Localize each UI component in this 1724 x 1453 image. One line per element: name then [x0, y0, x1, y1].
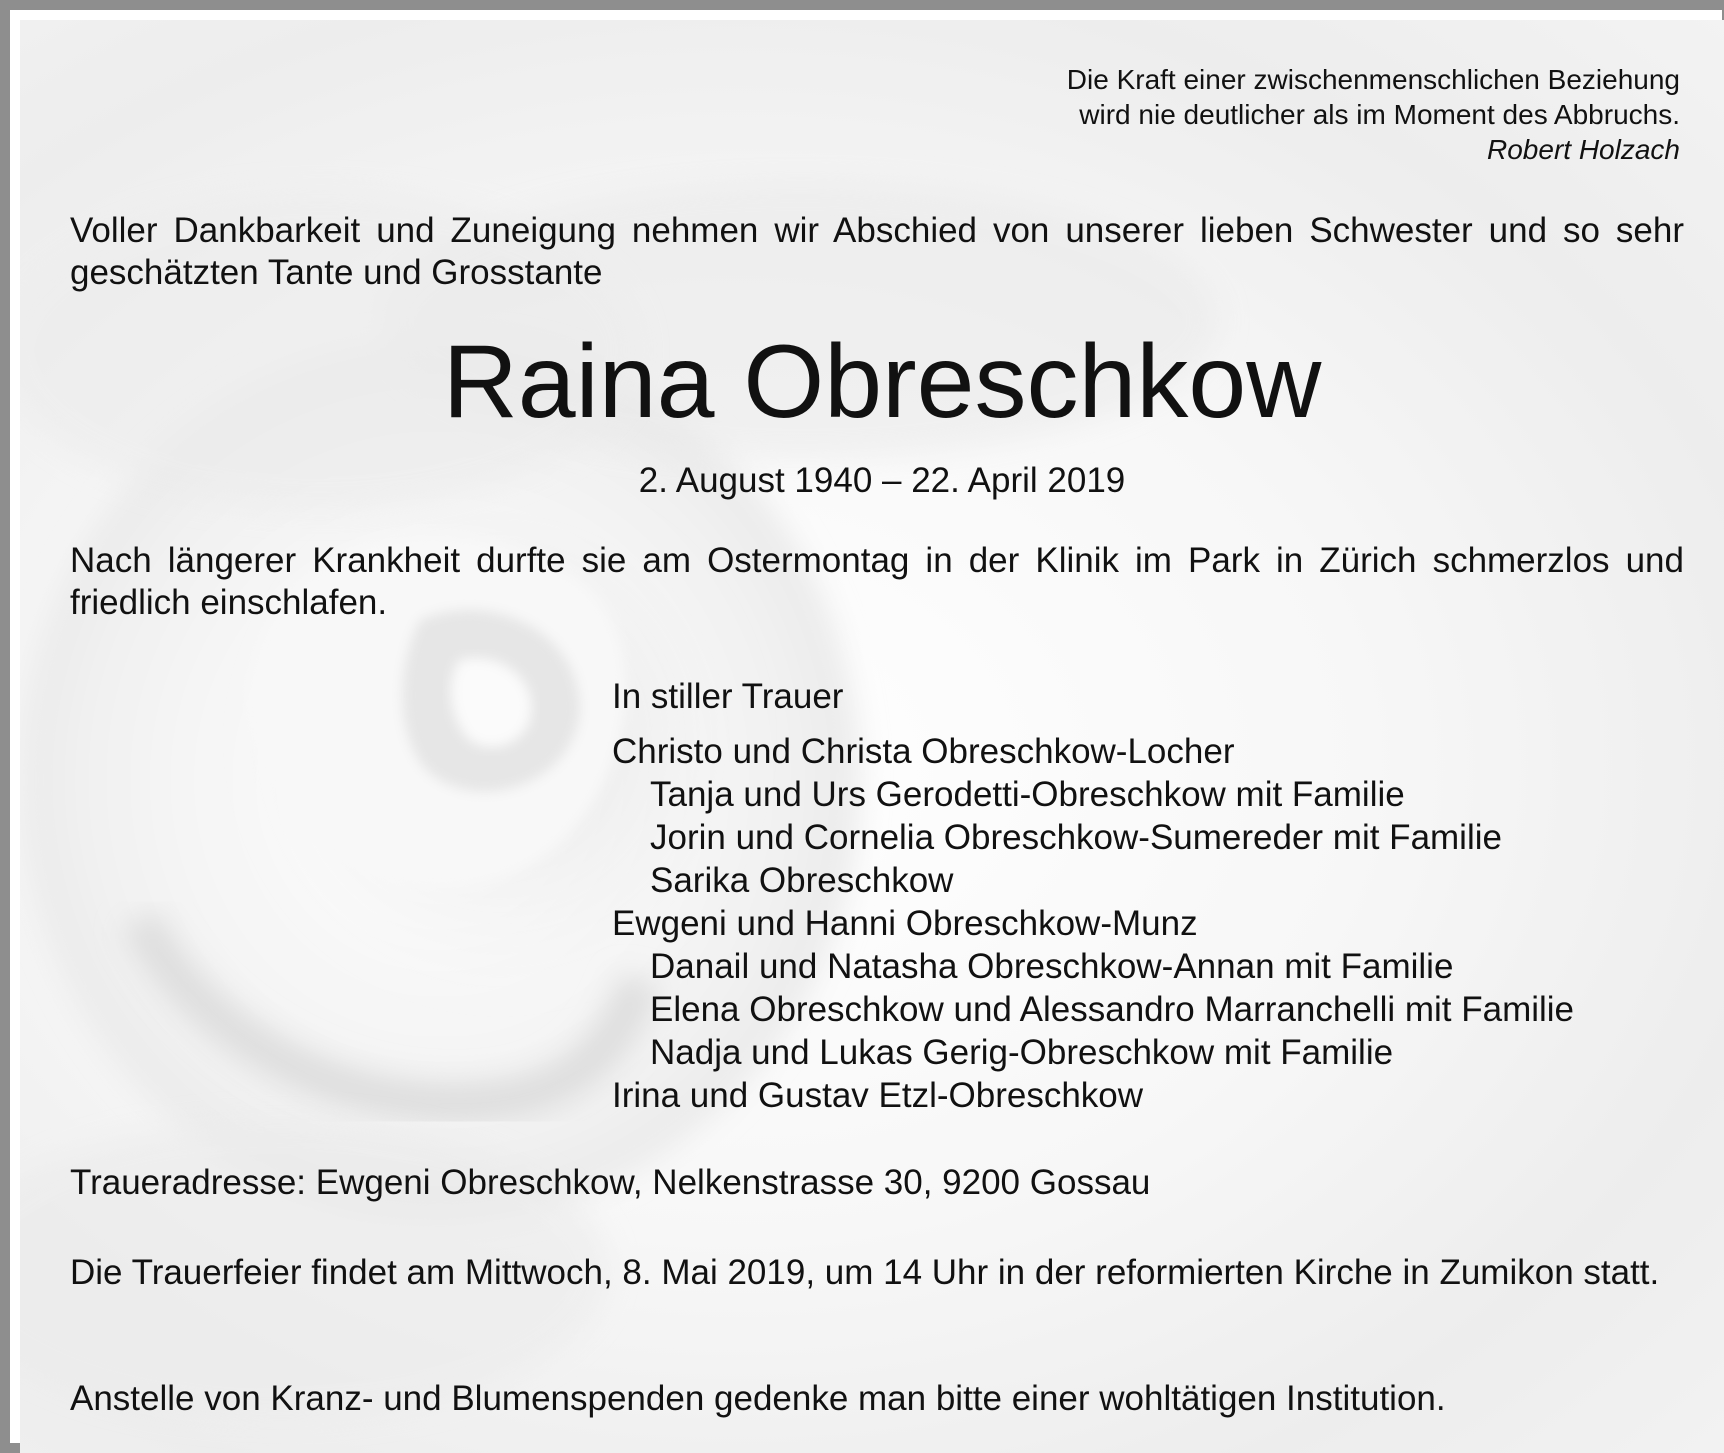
- mourner-member: Nadja und Lukas Gerig-Obreschkow mit Familie: [650, 1033, 1394, 1072]
- mourner-member: Jorin und Cornelia Obreschkow-Sumereder mit Familie: [650, 818, 1502, 857]
- mourning-address: Traueradresse: Ewgeni Obreschkow, Nelkenstrasse 30, 9200 Gossau: [70, 1163, 1151, 1202]
- mourner-member: Danail und Natasha Obreschkow-Annan mit Familie: [650, 947, 1454, 986]
- intro-text: Voller Dankbarkeit und Zuneigung nehmen wir Abschied von unserer lieben Schwester und so sehr geschätzten Tante und Grosstante: [70, 211, 1684, 292]
- quote-author: Robert Holzach: [1487, 134, 1680, 165]
- mourner-group-head: Ewgeni und Hanni Obreschkow-Munz: [612, 904, 1198, 943]
- mourner-member: Tanja und Urs Gerodetti-Obreschkow mit Familie: [650, 775, 1405, 814]
- deceased-name: Raina Obreschkow: [442, 324, 1322, 440]
- mourner-group-head: Christo und Christa Obreschkow-Locher: [612, 732, 1235, 771]
- life-dates: 2. August 1940 – 22. April 2019: [638, 461, 1126, 500]
- quote-line-1: Die Kraft einer zwischenmenschlichen Beziehung: [1066, 64, 1680, 95]
- mourner-member: Sarika Obreschkow: [650, 861, 954, 900]
- mourner-member: Elena Obreschkow und Alessandro Marranchelli mit Familie: [650, 990, 1575, 1029]
- mourners-list: [612, 675, 1574, 1117]
- passing-text: Nach längerer Krankheit durfte sie am Ostermontag in der Klinik im Park in Zürich schmerzlos und friedlich einschlafen.: [70, 541, 1684, 622]
- mourners-lead: In stiller Trauer: [612, 677, 844, 716]
- obituary-notice: [20, 20, 1724, 1453]
- funeral-service-text: Die Trauerfeier findet am Mittwoch, 8. Mai 2019, um 14 Uhr in der reformierten Kirche in Zumikon statt.: [70, 1253, 1660, 1292]
- mourner-group-head: Irina und Gustav Etzl-Obreschkow: [612, 1076, 1144, 1115]
- donation-note: Anstelle von Kranz- und Blumenspenden gedenke man bitte einer wohltätigen Institution.: [70, 1379, 1446, 1418]
- quote-block: [1067, 62, 1680, 167]
- quote-line-2: wird nie deutlicher als im Moment des Abbruchs.: [1079, 99, 1680, 130]
